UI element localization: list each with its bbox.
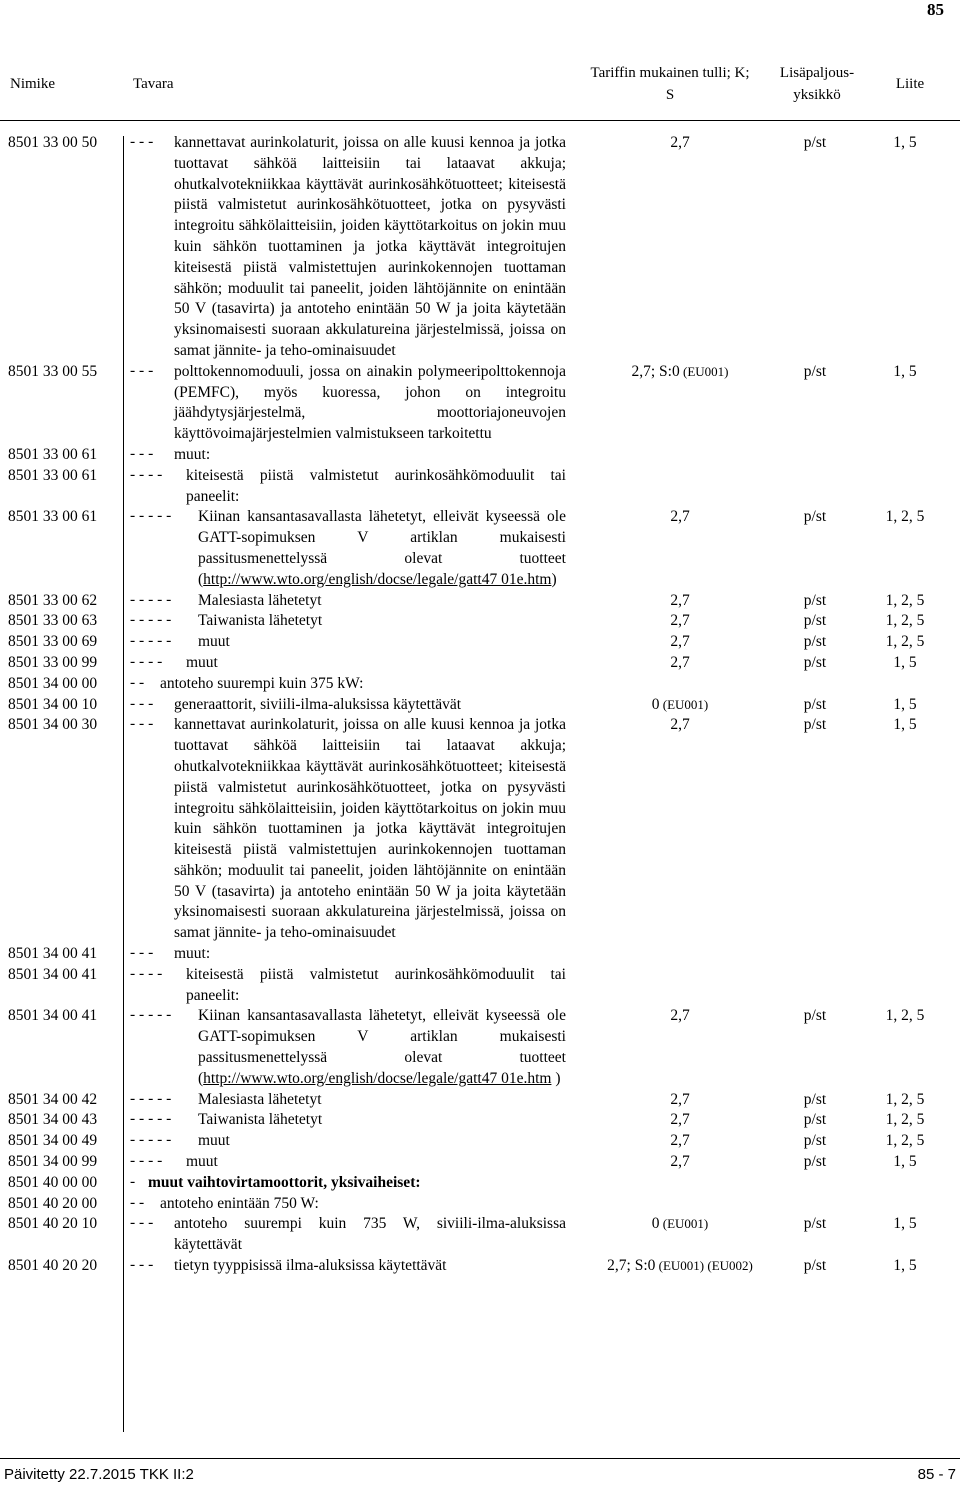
row-level-dashes: - - - (130, 361, 154, 379)
row-duty-note: (EU001) (679, 363, 729, 379)
row-description-text: muut (198, 1132, 230, 1150)
row-annex: 1, 2, 5 (885, 612, 925, 630)
row-duty: 2,7 (670, 508, 690, 526)
table-row (0, 1110, 960, 1131)
row-unit: p/st (803, 716, 827, 734)
row-annex: 1, 5 (893, 1257, 917, 1275)
row-level-dashes: - (130, 1172, 136, 1190)
row-unit: p/st (803, 1111, 827, 1129)
row-annex: 1, 5 (893, 134, 917, 151)
row-description (130, 965, 566, 1007)
row-level-dashes: - - - (130, 694, 154, 712)
row-level-dashes: - - - (130, 1214, 154, 1232)
row-code: 8501 33 00 62 (8, 591, 98, 609)
table-header (0, 60, 960, 110)
row-description (130, 1173, 566, 1194)
row-unit: p/st (803, 1090, 827, 1108)
row-level-dashes: - - - - - (130, 590, 172, 608)
row-duty: 2,7 (670, 1153, 690, 1171)
header-liite: Liite (895, 76, 925, 92)
row-duty: 2,7 (670, 591, 690, 609)
row-code: 8501 34 00 41 (8, 1007, 98, 1025)
row-description-text: muut (186, 1153, 218, 1171)
row-unit: p/st (803, 1215, 827, 1233)
row-level-dashes: - - (130, 673, 145, 691)
row-duty: 2,7 (670, 134, 690, 151)
row-description-text: kannettavat aurinkolaturit, joissa on alle kuusi kennoa ja jotka tuottavat sähköä laitteisiin tai lataavat akkuja; ohutkalvotekniikkaa käyttävät aurinkosähkötuotteet; kiteisestä piistä valmistetut aurinkosähkötuotteet, jotka on pysyvästi integroitu sähkölaitteisiin, joiden käyttötarkoitus on jokin muu kuin sähkön tuottaminen ja jotka käyttävät integroitujen kiteisestä piistä valmistettujen aurinkokennojen tuottaman sähkön; moduulit tai paneelit, joiden lähtöjännite on enintään 50 V (tasavirta) ja antoteho enintään 50 W ja joita käytetään yksinomaisesti suoraan akkulatureina järjestelmissä, joissa on samat jännite- ja teho-ominaisuudet (174, 716, 566, 942)
row-duty: 2,7; S:0 (EU001) (EU002) (607, 1257, 753, 1275)
row-level-dashes: - - - - - (130, 1089, 172, 1107)
row-duty: 2,7 (670, 1090, 690, 1108)
table-row (0, 1194, 960, 1215)
row-description (130, 1090, 566, 1111)
row-description (130, 611, 566, 632)
row-annex: 1, 5 (893, 716, 917, 734)
row-unit: p/st (803, 362, 827, 380)
row-level-dashes: - - - - - (130, 507, 172, 525)
row-description (130, 1152, 566, 1173)
row-description-text: muut: (174, 945, 211, 963)
row-duty: 2,7 (670, 1132, 690, 1150)
row-description (130, 591, 566, 612)
row-duty-note: (EU001) (EU002) (655, 1258, 753, 1274)
header-rule (0, 120, 960, 121)
row-duty: 2,7 (670, 653, 690, 671)
table-row (0, 1214, 960, 1256)
table-row (0, 1006, 960, 1089)
row-level-dashes: - - - - (130, 1152, 163, 1170)
row-level-dashes: - - (130, 1193, 145, 1211)
table-row (0, 674, 960, 695)
row-unit: p/st (803, 1257, 827, 1275)
row-description-text: Kiinan kansantasavallasta lähetetyt, elleivät kyseessä ole GATT-sopimuksen V artiklan mukaisesti passitusmenettelyssä olevat tuotteet (http://www.wto.org/english/docse/legale/gatt47 01e.htm) (198, 508, 566, 588)
row-level-dashes: - - - - - (130, 1006, 172, 1024)
row-annex: 1, 2, 5 (885, 591, 925, 609)
table-row (0, 1131, 960, 1152)
row-annex: 1, 2, 5 (885, 1132, 925, 1150)
table-row (0, 632, 960, 653)
row-description-text: Malesiasta lähetetyt (198, 1090, 322, 1108)
row-code: 8501 33 00 61 (8, 508, 98, 526)
row-description (130, 674, 566, 695)
row-duty: 2,7 (670, 716, 690, 734)
row-code: 8501 34 00 99 (8, 1153, 98, 1171)
row-code: 8501 33 00 61 (8, 466, 98, 484)
row-annex: 1, 5 (893, 1153, 917, 1171)
row-unit: p/st (803, 612, 827, 630)
row-code: 8501 34 00 42 (8, 1090, 98, 1108)
row-description (130, 507, 566, 590)
row-annex: 1, 2, 5 (885, 1007, 925, 1025)
row-code: 8501 40 20 10 (8, 1215, 98, 1233)
row-code: 8501 33 00 61 (8, 445, 98, 463)
table-row (0, 507, 960, 590)
table-row (0, 445, 960, 466)
footer-rule (0, 1458, 960, 1459)
table-row (0, 1256, 960, 1277)
row-description-text: antoteho enintään 750 W: (160, 1194, 319, 1212)
row-duty-note: (EU001) (659, 1216, 709, 1232)
row-description-text: muut (198, 633, 230, 651)
row-description (130, 362, 566, 445)
table-row (0, 715, 960, 944)
table-row (0, 466, 960, 508)
row-level-dashes: - - - - (130, 652, 163, 670)
row-description (130, 445, 566, 466)
row-level-dashes: - - - - - (130, 1110, 172, 1128)
row-annex: 1, 5 (893, 362, 917, 380)
row-description-text: Kiinan kansantasavallasta lähetetyt, elleivät kyseessä ole GATT-sopimuksen V artiklan mukaisesti passitusmenettelyssä olevat tuotteet (http://www.wto.org/english/docse/legale/gatt47 01e.htm ) (198, 1007, 566, 1087)
row-unit: p/st (803, 1153, 827, 1171)
row-description (130, 1256, 566, 1277)
table-row (0, 653, 960, 674)
header-tavara: Tavara (133, 76, 174, 92)
row-level-dashes: - - - - - (130, 1131, 172, 1149)
row-description (130, 653, 566, 674)
row-description (130, 695, 566, 716)
row-unit: p/st (803, 1132, 827, 1150)
row-duty: 2,7; S:0 (EU001) (631, 362, 729, 380)
row-description-text: kiteisestä piistä valmistetut aurinkosähkömoduulit tai paneelit: (186, 466, 566, 505)
table-row (0, 1173, 960, 1194)
row-description (130, 1006, 566, 1089)
row-description (130, 1110, 566, 1131)
row-unit: p/st (803, 1007, 827, 1025)
row-description (130, 1131, 566, 1152)
table-row (0, 965, 960, 1007)
row-duty: 2,7 (670, 1111, 690, 1129)
table-row (0, 133, 960, 362)
row-duty: 2,7 (670, 1007, 690, 1025)
header-tulli: Tariffin mukainen tulli; K; S (590, 65, 750, 103)
row-description (130, 944, 566, 965)
page-number: 85 (927, 0, 944, 19)
table-row (0, 944, 960, 965)
row-code: 8501 33 00 55 (8, 362, 98, 380)
table-row (0, 1152, 960, 1173)
row-unit: p/st (803, 508, 827, 526)
table-row (0, 695, 960, 716)
row-duty: 0 (EU001) (651, 1215, 709, 1233)
row-description-text: muut (186, 653, 218, 671)
row-level-dashes: - - - - (130, 465, 163, 483)
table-row (0, 1090, 960, 1111)
row-annex: 1, 2, 5 (885, 1111, 925, 1129)
row-level-dashes: - - - (130, 1256, 154, 1274)
row-code: 8501 33 00 99 (8, 653, 98, 671)
table-row (0, 591, 960, 612)
row-description-text: muut: (174, 445, 211, 463)
row-level-dashes: - - - - (130, 964, 163, 982)
row-duty: 0 (EU001) (651, 695, 709, 713)
table-row (0, 362, 960, 445)
tariff-table (0, 133, 960, 1277)
row-code: 8501 34 00 00 (8, 674, 98, 692)
header-nimike: Nimike (10, 76, 55, 92)
row-unit: p/st (803, 591, 827, 609)
row-description-text: kannettavat aurinkolaturit, joissa on alle kuusi kennoa ja jotka tuottavat sähköä laitteisiin tai lataavat akkuja; ohutkalvotekniikkaa käyttävät aurinkosähkötuotteet; kiteisestä piistä valmistetut aurinkosähkötuotteet, jotka on pysyvästi integroitu sähkölaitteisiin, joiden käyttötarkoitus on jokin muu kuin sähkön tuottaminen ja jotka käyttävät integroitujen kiteisestä piistä valmistettujen aurinkokennojen tuottaman sähkön; moduulit tai paneelit, joiden lähtöjännite on enintään 50 V (tasavirta) ja antoteho enintään 50 W ja joita käytetään yksinomaisesti suoraan akkulatureina järjestelmissä, joissa on samat jännite- ja teho-ominaisuudet (174, 134, 566, 359)
row-code: 8501 34 00 10 (8, 695, 98, 713)
header-lisapaljousyksikko: Lisäpaljous-yksikkö (779, 65, 855, 103)
row-description-text: tietyn tyyppisissä ilma-aluksissa käytettävät (174, 1257, 447, 1275)
row-level-dashes: - - - (130, 133, 154, 150)
row-code: 8501 40 00 00 (8, 1173, 98, 1191)
row-description-text: Taiwanista lähetetyt (198, 612, 323, 630)
row-level-dashes: - - - (130, 944, 154, 962)
row-code: 8501 40 20 20 (8, 1257, 98, 1275)
row-description-text: antoteho suurempi kuin 735 W, siviili-ilma-aluksissa käytettävät (174, 1215, 566, 1254)
footer-updated: Päivitetty 22.7.2015 TKK II:2 (4, 1466, 194, 1483)
row-description-text: muut vaihtovirtamoottorit, yksivaiheiset: (148, 1173, 421, 1191)
row-duty-note: (EU001) (659, 696, 709, 712)
row-description (130, 133, 566, 362)
row-description-text: antoteho suurempi kuin 375 kW: (160, 674, 364, 692)
row-description-text: Taiwanista lähetetyt (198, 1111, 323, 1129)
row-code: 8501 40 20 00 (8, 1194, 98, 1212)
row-code: 8501 33 00 69 (8, 633, 98, 651)
row-code: 8501 34 00 49 (8, 1132, 98, 1150)
row-level-dashes: - - - - - (130, 611, 172, 629)
row-annex: 1, 2, 5 (885, 1090, 925, 1108)
row-description (130, 715, 566, 944)
row-level-dashes: - - - - - (130, 632, 172, 650)
row-description (130, 1214, 566, 1256)
row-description (130, 632, 566, 653)
row-annex: 1, 5 (893, 653, 917, 671)
row-level-dashes: - - - (130, 715, 154, 733)
footer-page-ref: 85 - 7 (917, 1466, 956, 1483)
row-code: 8501 34 00 30 (8, 716, 98, 734)
row-code: 8501 34 00 41 (8, 945, 98, 963)
gatt-link[interactable]: http://www.wto.org/english/docse/legale/gatt47 01e.htm (203, 570, 552, 588)
row-description (130, 1194, 566, 1215)
row-annex: 1, 2, 5 (885, 633, 925, 651)
row-code: 8501 33 00 50 (8, 134, 98, 151)
table-row (0, 611, 960, 632)
row-code: 8501 33 00 63 (8, 612, 98, 630)
row-annex: 1, 5 (893, 1215, 917, 1233)
row-description-text: generaattorit, siviili-ilma-aluksissa käytettävät (174, 695, 462, 713)
gatt-link[interactable]: http://www.wto.org/english/docse/legale/gatt47 01e.htm (203, 1069, 552, 1087)
row-duty: 2,7 (670, 612, 690, 630)
row-unit: p/st (803, 653, 827, 671)
row-duty: 2,7 (670, 633, 690, 651)
row-description-text: kiteisestä piistä valmistetut aurinkosähkömoduulit tai paneelit: (186, 965, 566, 1004)
row-description (130, 466, 566, 508)
row-annex: 1, 2, 5 (885, 508, 925, 526)
row-description-text: Malesiasta lähetetyt (198, 591, 322, 609)
row-unit: p/st (803, 633, 827, 651)
row-level-dashes: - - - (130, 444, 154, 462)
row-unit: p/st (803, 134, 827, 151)
row-description-text: polttokennomoduuli, jossa on ainakin polymeeripolttokennoja (PEMFC), myös kuoressa, johon on integroitu jäähdytysjärjestelmä, moottoriajoneuvojen käyttövoimajärjestelmien valmistukseen tarkoitettu (174, 362, 566, 443)
row-code: 8501 34 00 41 (8, 965, 98, 983)
row-code: 8501 34 00 43 (8, 1111, 98, 1129)
row-annex: 1, 5 (893, 695, 917, 713)
row-unit: p/st (803, 695, 827, 713)
